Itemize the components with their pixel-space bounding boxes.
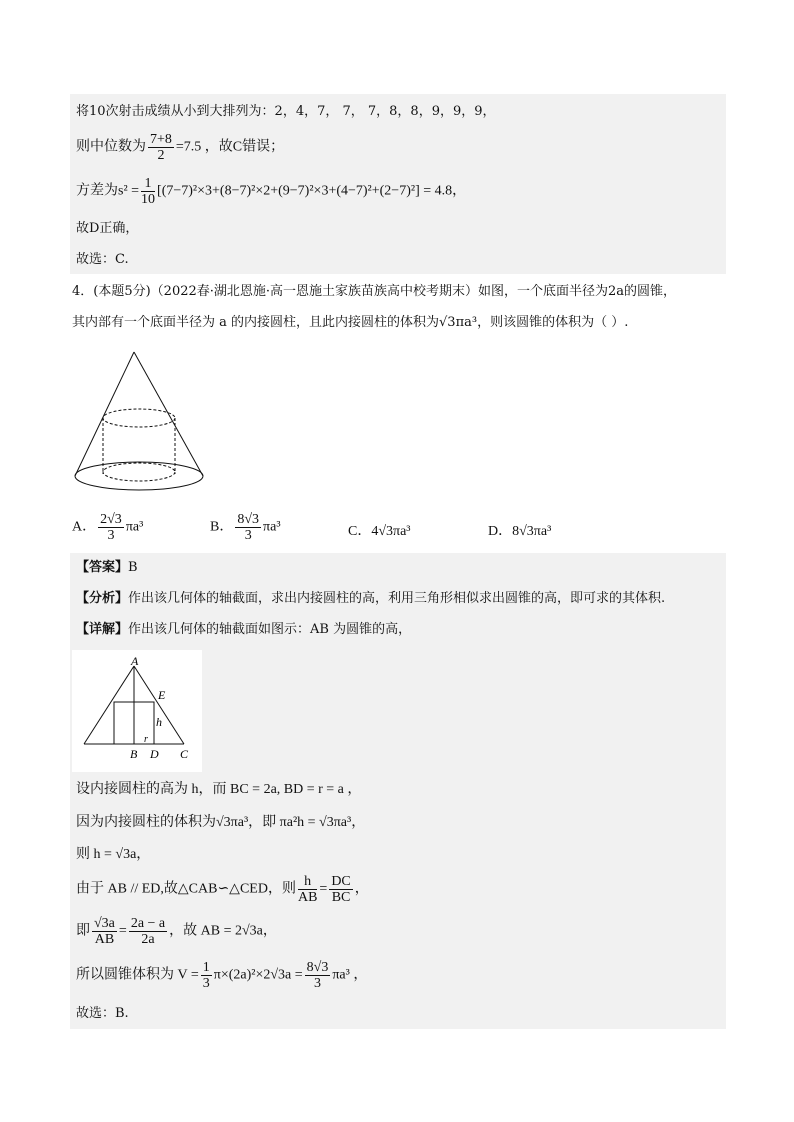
conclusion-d: 故D正确， [76, 221, 139, 236]
detail-step-1: 设内接圆柱的高为 h，而 BC = 2a, BD = r = a ， [76, 782, 362, 797]
question-4-line-1: 4．(本题5分)（2022春·湖北恩施·高一恩施土家族苗族高中校考期末）如图，一个底面半径为2a的圆锥， [72, 284, 677, 299]
detail-line: 【详解】作出该几何体的轴截面如图示：AB 为圆锥的高， [76, 622, 412, 637]
label-a: A [131, 654, 139, 668]
option-d[interactable]: D．8√3πa³ [488, 524, 552, 539]
variance-line: 方差为s² = $\frac{1}{10}$ [(7−7)²×3+(8−7)²×2+(9−7)²×3+(4−7)²+(2−7)²] = 4.8， [76, 176, 467, 207]
label-e: E [158, 688, 166, 702]
detail-step-6: 所以圆锥体积为 V = $\frac{1}{3}$ π×(2a)²×2√3a = $\frac{8√3}{3}$ πa³ ， [76, 960, 368, 991]
option-b[interactable]: B． $\frac{8√3}{3}$ πa³ [210, 512, 281, 543]
sorted-scores: 将10次射击成绩从小到大排列为：2，4，7， 7， 7，8，8，9，9，9， [76, 104, 496, 119]
axial-section-figure [72, 650, 202, 772]
cone-with-cylinder-figure [70, 348, 210, 498]
label-d: D [150, 747, 159, 761]
question-4-line-2: 其内部有一个底面半径为 a 的内接圆柱，且此内接圆柱的体积为√3πa³，则该圆锥的体积为（ ）. [72, 315, 629, 330]
option-c[interactable]: C．4√3πa³ [348, 524, 411, 539]
median-line: 则中位数为 $\frac{7+8}{2}$ =7.5 ，故C错误； [76, 132, 285, 163]
label-b: B [130, 747, 138, 761]
label-c: C [180, 747, 189, 761]
option-a[interactable]: A． $\frac{2√3}{3}$ πa³ [72, 512, 144, 543]
detail-step-7: 故选：B. [76, 1006, 129, 1021]
detail-step-5: 即 $\frac{√3a}{AB}$ = $\frac{2a - a}{2a}$ ，故 AB = 2√3a， [76, 916, 277, 947]
detail-step-2: 因为内接圆柱的体积为√3πa³，即 πa²h = √3πa³， [76, 815, 366, 830]
analysis-line: 【分析】作出该几何体的轴截面，求出内接圆柱的高，利用三角形相似求出圆锥的高，即可求的其体积. [76, 591, 666, 606]
label-r: r [144, 734, 148, 745]
answer-line: 【答案】B [76, 560, 138, 575]
detail-step-4: 由于 AB // ED,故△CAB∽△CED，则 $\frac{h}{AB}$ = $\frac{DC}{BC}$ ， [76, 874, 369, 905]
label-h: h [156, 715, 162, 729]
detail-step-3: 则 h = √3a， [76, 847, 151, 862]
choice-c: 故选：C. [76, 252, 129, 267]
